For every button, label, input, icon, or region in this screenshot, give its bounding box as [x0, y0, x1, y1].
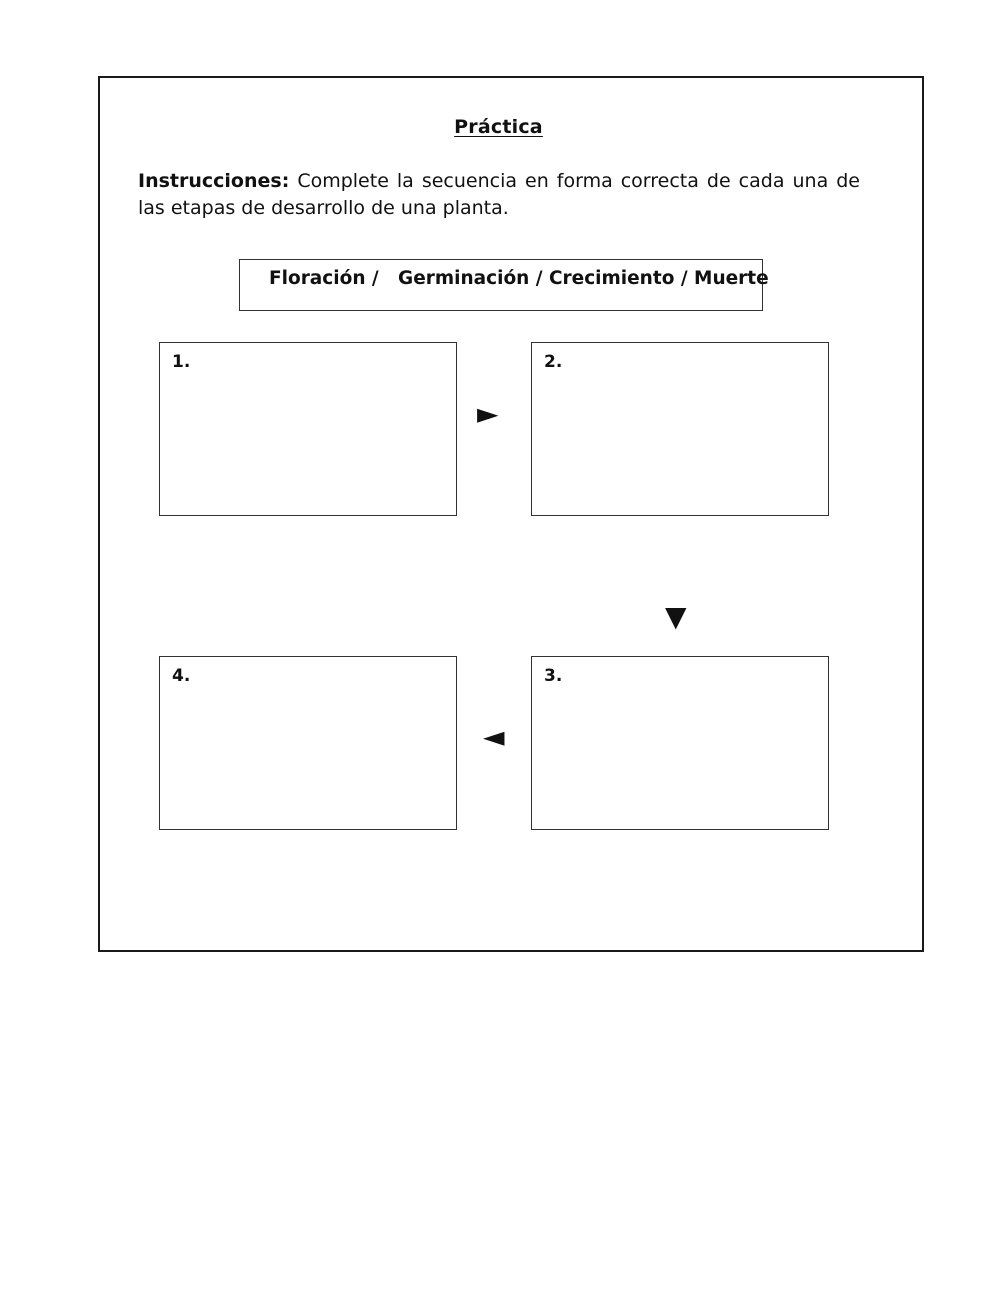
page-title: Práctica: [454, 116, 543, 138]
stage-box-3[interactable]: [531, 656, 829, 830]
stage-number: 2.: [544, 352, 563, 372]
stage-box-4[interactable]: [159, 656, 457, 830]
arrow-down-icon: ▼: [665, 600, 687, 633]
stage-number: 1.: [172, 352, 191, 372]
arrow-right-icon: ►: [477, 397, 499, 430]
stage-box-2[interactable]: [531, 342, 829, 516]
stage-box-1[interactable]: [159, 342, 457, 516]
instructions-text: Complete la secuencia en forma correcta de cada una de las etapas de desarrollo de una planta.: [138, 170, 860, 219]
stage-number: 3.: [544, 666, 563, 686]
arrow-left-icon: ◄: [483, 720, 505, 753]
instructions-paragraph: [138, 168, 860, 222]
instructions-label: Instrucciones:: [138, 170, 290, 192]
stage-number: 4.: [172, 666, 191, 686]
word-bank: Floración / Germinación / Crecimiento / Muerte: [239, 259, 763, 311]
